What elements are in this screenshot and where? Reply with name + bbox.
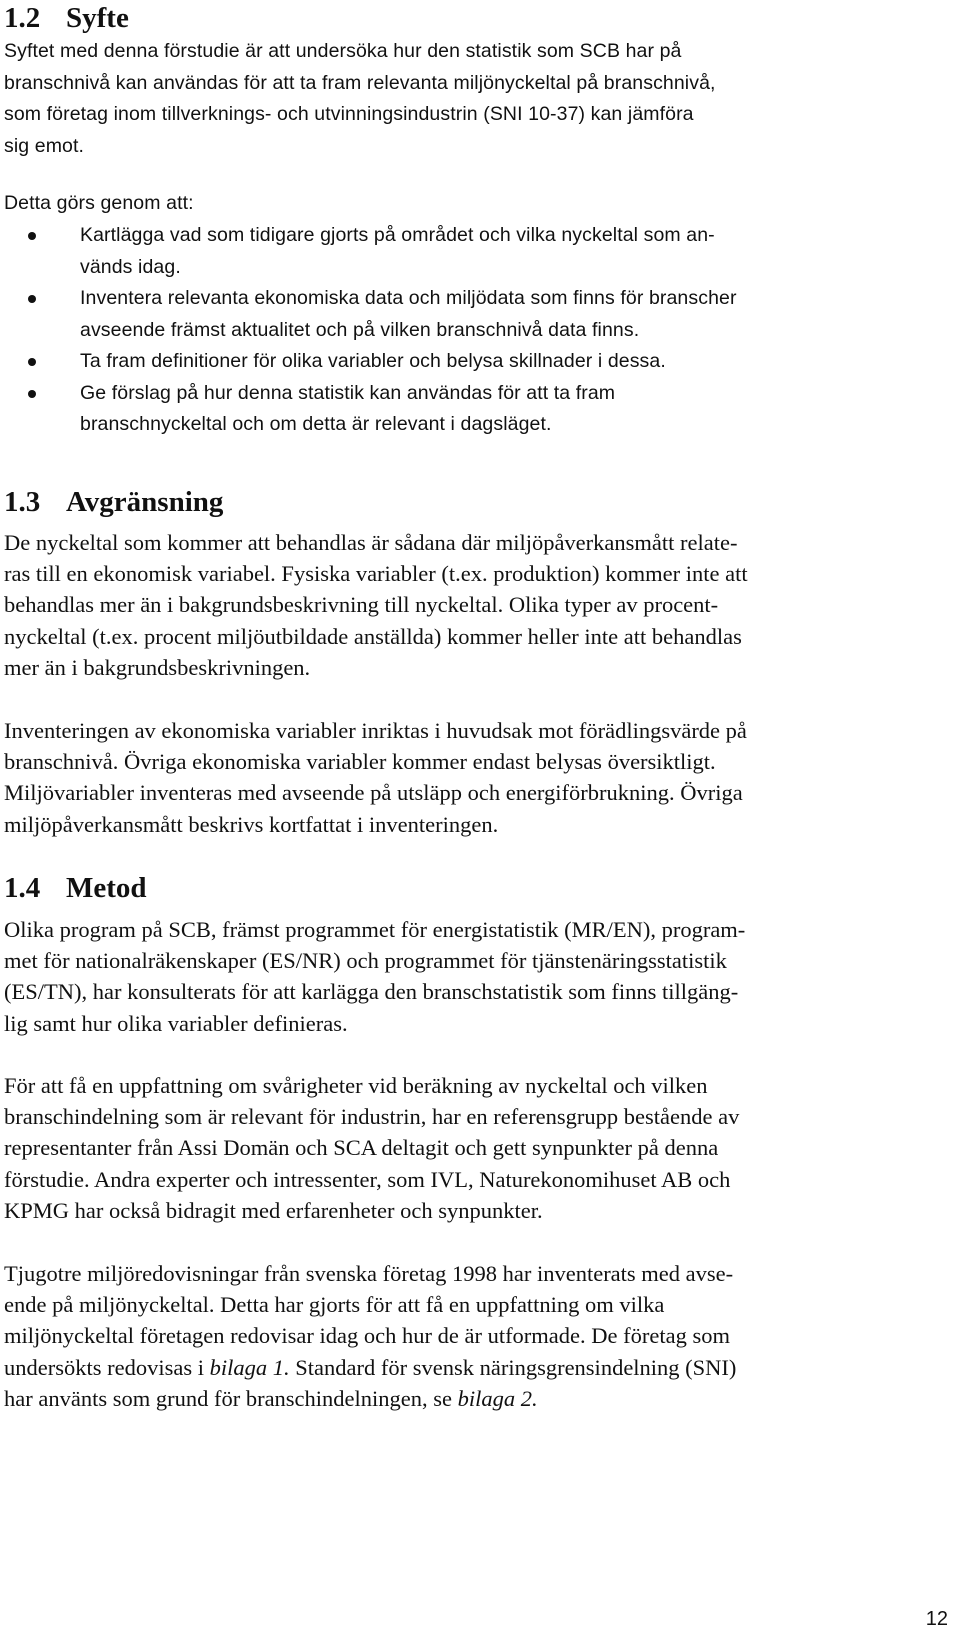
text-line: met för nationalräkenskaper (ES/NR) och programmet för tjänstenäringsstatistik — [4, 948, 727, 974]
bullet-icon — [28, 295, 36, 303]
text-line: Syftet med denna förstudie är att undersöka hur den statistik som SCB har på — [4, 40, 682, 62]
text-line: branschindelning som är relevant för industrin, har en referensgrupp bestående av — [4, 1104, 740, 1130]
text-line: vänds idag. — [80, 255, 181, 278]
text-line: För att få en uppfattning om svårigheter vid beräkning av nyckeltal och vilken — [4, 1073, 708, 1098]
avgransning-paragraph-2 — [4, 715, 747, 840]
list-item — [4, 346, 944, 378]
text-line: branschnivå kan användas för att ta fram relevanta miljönyckeltal på branschnivå, — [4, 71, 716, 94]
heading-number: 1.3 — [4, 486, 41, 518]
text-line: mer än i bakgrundsbeskrivningen. — [4, 654, 311, 680]
bullet-icon — [28, 358, 36, 366]
text-line: som företag inom tillverknings- och utvinningsindustrin (SNI 10-37) kan jämföra — [4, 103, 694, 125]
heading-avgransning — [4, 484, 223, 520]
bilaga-1-reference: bilaga 1. — [209, 1354, 290, 1380]
text-line: Inventera relevanta ekonomiska data och miljödata som finns för branscher — [80, 287, 737, 309]
metod-paragraph-2 — [4, 1070, 739, 1226]
text-line: miljöpåverkansmått beskrivs kortfattat i inventeringen. — [4, 811, 499, 837]
text-line: Ge förslag på hur denna statistik kan användas för att ta fram — [80, 381, 616, 404]
text-line: ras till en ekonomisk variabel. Fysiska variabler (t.ex. produktion) kommer inte att — [4, 561, 748, 587]
text-line: representanter från Assi Domän och SCA deltagit och gett synpunkter på denna — [4, 1135, 719, 1161]
syfte-list-lead — [4, 188, 194, 220]
heading-title: Metod — [66, 872, 147, 904]
text-line: Tjugotre miljöredovisningar från svenska företag 1998 har inventerats med avse- — [4, 1261, 734, 1286]
text-line: (ES/TN), har konsulterats för att karlägga den branschstatistik som finns tillgäng- — [4, 979, 739, 1005]
heading-title: Avgränsning — [66, 486, 224, 518]
list-item — [4, 283, 944, 346]
text-line: Miljövariabler inventeras med avseende på utsläpp och energiförbrukning. Övriga — [4, 780, 743, 806]
heading-title: Syfte — [66, 2, 129, 34]
metod-paragraph-1 — [4, 914, 745, 1039]
bullet-icon — [28, 232, 36, 240]
text-line: ende på miljönyckeltal. Detta har gjorts för att få en uppfattning om vilka — [4, 1292, 665, 1318]
text-line: sig emot. — [4, 134, 85, 157]
text-line: branschnyckeltal och om detta är relevant i dagsläget. — [80, 413, 552, 435]
text-line: Kartlägga vad som tidigare gjorts på området och vilka nyckeltal som an- — [80, 224, 715, 246]
text-run: Standard för svensk näringsgrensindelning (SNI) — [289, 1354, 737, 1380]
heading-number: 1.4 — [4, 872, 41, 904]
page-number: 12 — [925, 1608, 948, 1630]
text-line: De nyckeltal som kommer att behandlas är sådana där miljöpåverkansmått relate- — [4, 530, 738, 555]
heading-number: 1.2 — [4, 2, 41, 34]
syfte-intro-paragraph — [4, 36, 716, 162]
text-line: Detta görs genom att: — [4, 192, 194, 214]
heading-syfte — [4, 0, 129, 36]
text-line: Inventeringen av ekonomiska variabler inriktas i huvudsak mot förädlingsvärde på — [4, 718, 747, 743]
text-line: nyckeltal (t.ex. procent miljöutbildade anställda) kommer heller inte att behandlas — [4, 623, 742, 649]
text-run: har använts som grund för branschindelningen, se — [4, 1385, 458, 1411]
text-line: Olika program på SCB, främst programmet för energistatistik (MR/EN), program- — [4, 917, 746, 942]
text-line: lig samt hur olika variabler definieras. — [4, 1010, 348, 1036]
text-line: Ta fram definitioner för olika variabler och belysa skillnader i dessa. — [80, 350, 666, 372]
text-line: miljönyckeltal företagen redovisar idag och hur de är utformade. De företag som — [4, 1323, 730, 1349]
text-line: branschnivå. Övriga ekonomiska variabler kommer endast belysas översiktligt. — [4, 749, 716, 775]
text-line — [4, 1352, 736, 1383]
text-line: KPMG har också bidragit med erfarenheter och synpunkter. — [4, 1197, 543, 1223]
list-item — [4, 378, 944, 441]
text-line: behandlas mer än i bakgrundsbeskrivning till nyckeltal. Olika typer av procent- — [4, 592, 719, 618]
bullet-icon — [28, 390, 36, 398]
bilaga-2-reference: bilaga 2. — [457, 1385, 538, 1411]
avgransning-paragraph-1 — [4, 527, 748, 683]
heading-metod — [4, 870, 147, 906]
text-line: avseende främst aktualitet och på vilken branschnivå data finns. — [80, 318, 640, 341]
list-item — [4, 220, 944, 283]
text-line: förstudie. Andra experter och intressenter, som IVL, Naturekonomihuset AB och — [4, 1166, 731, 1192]
syfte-bullet-list — [4, 220, 944, 441]
metod-paragraph-3 — [4, 1258, 736, 1414]
text-line — [4, 1383, 736, 1414]
text-run: undersökts redovisas i — [4, 1354, 210, 1380]
